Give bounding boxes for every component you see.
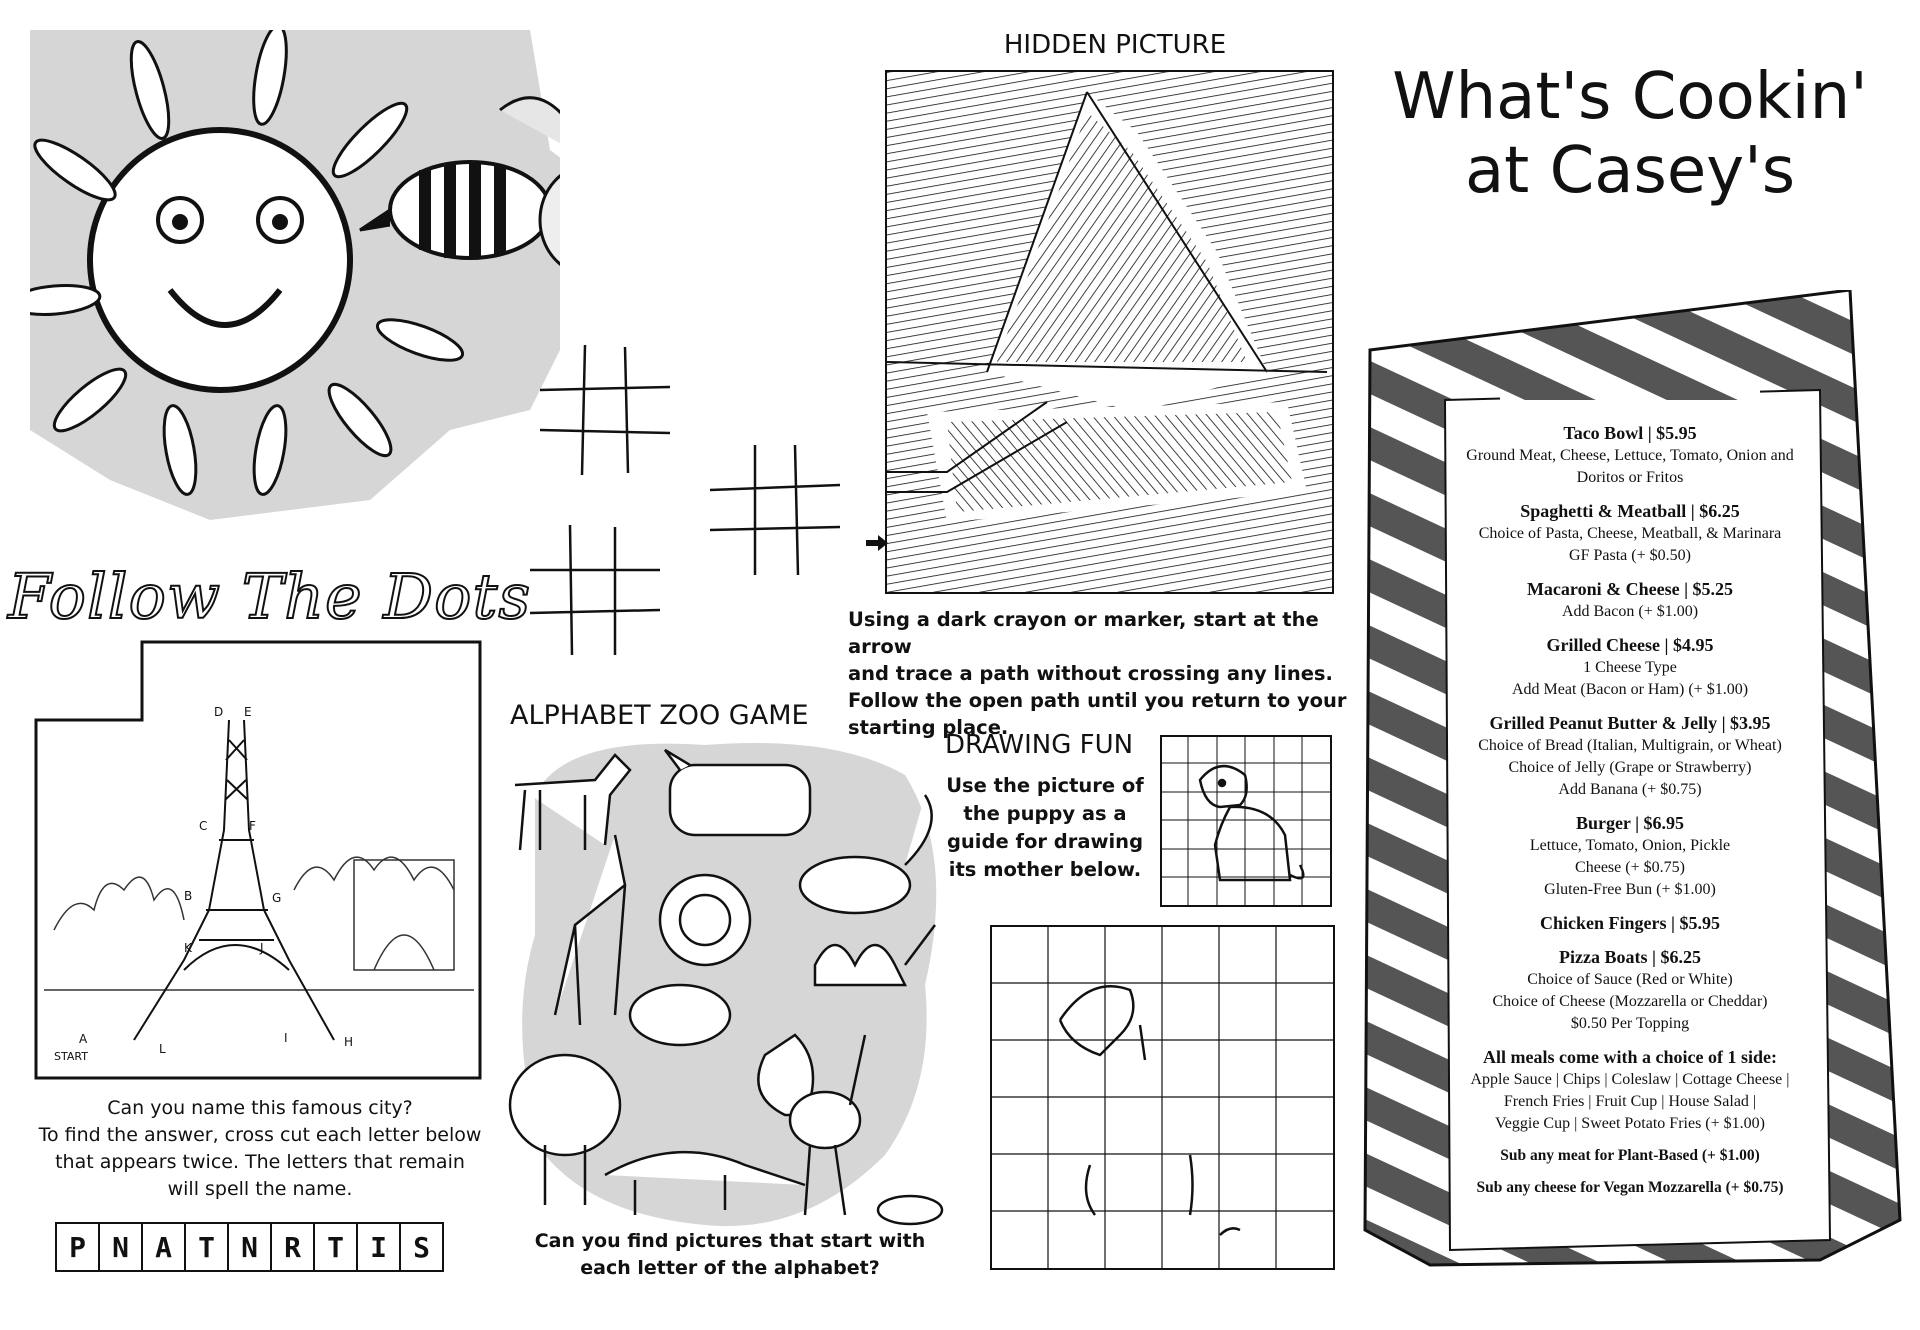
menu-item-line: Add Banana (+ $0.75) — [1558, 781, 1702, 798]
hidden-picture-title: HIDDEN PICTURE — [1003, 30, 1227, 60]
menu-item — [1440, 912, 1820, 935]
svg-text:L: L — [159, 1042, 166, 1056]
menu-item-line: Choice of Bread (Italian, Multigrain, or Wheat) — [1478, 737, 1782, 754]
puppy-guide-grid — [1160, 735, 1332, 907]
letter-tile[interactable]: I — [358, 1224, 401, 1270]
question-line: will spell the name. — [167, 1178, 353, 1200]
menu-item-title: Burger | $6.95 — [1575, 813, 1685, 833]
sides-title: All meals come with a choice of 1 side: — [1483, 1047, 1777, 1067]
question-line: To find the answer, cross cut each letter below — [38, 1124, 482, 1146]
svg-text:E: E — [244, 705, 252, 719]
menu-item-line: Doritos or Fritos — [1576, 469, 1684, 486]
menu-item-title: Grilled Cheese | $4.95 — [1546, 635, 1714, 655]
menu-item-title: Spaghetti & Meatball | $6.25 — [1520, 501, 1740, 521]
sides-line: Apple Sauce | Chips | Coleslaw | Cottage Cheese | — [1470, 1071, 1790, 1088]
drawing-instructions — [945, 772, 1145, 884]
menu-item — [1440, 578, 1820, 623]
question-line: Can you find pictures that start with — [534, 1230, 926, 1252]
menu-item-line: Add Meat (Bacon or Ham) (+ $1.00) — [1511, 681, 1749, 698]
letter-tile[interactable]: S — [413, 1230, 430, 1264]
instruction-line: guide for drawing — [946, 830, 1144, 853]
menu-item-title: Macaroni & Cheese | $5.25 — [1526, 579, 1734, 599]
menu-item — [1440, 634, 1820, 701]
letter-tile[interactable]: A — [143, 1224, 186, 1270]
menu-item-title: Grilled Peanut Butter & Jelly | $3.95 — [1489, 713, 1771, 733]
drawing-grid[interactable] — [990, 925, 1335, 1270]
menu-item — [1440, 422, 1820, 489]
instruction-line: and trace a path without crossing any lines. — [848, 662, 1333, 685]
svg-text:B: B — [184, 889, 193, 903]
menu-item — [1440, 946, 1820, 1035]
sun-bee-illustration — [30, 30, 560, 550]
menu-item-line: $0.50 Per Topping — [1570, 1015, 1690, 1032]
instruction-line: Use the picture of — [946, 774, 1144, 797]
city-question — [20, 1095, 500, 1203]
menu-item-line: Choice of Pasta, Cheese, Meatball, & Marinara — [1478, 525, 1782, 542]
menu-item-line: Add Bacon (+ $1.00) — [1561, 603, 1699, 620]
title-line: at Casey's — [1464, 134, 1796, 208]
lion-icon — [660, 875, 750, 965]
menu-item-title: Pizza Boats | $6.25 — [1559, 947, 1701, 967]
svg-text:C: C — [199, 819, 208, 833]
question-line: Can you name this famous city? — [107, 1097, 413, 1119]
svg-text:D: D — [214, 705, 224, 719]
svg-text:F: F — [249, 819, 256, 833]
nest-icon — [878, 1196, 942, 1224]
menu-item — [1440, 812, 1820, 901]
sides-section — [1440, 1046, 1820, 1135]
menu-item-line: Ground Meat, Cheese, Lettuce, Tomato, Onion and — [1466, 447, 1794, 464]
svg-text:A: A — [79, 1032, 88, 1046]
start-label: START — [54, 1050, 88, 1063]
question-line: that appears twice. The letters that remain — [55, 1151, 465, 1173]
alphabet-zoo-illustration — [505, 735, 955, 1240]
svg-text:H: H — [344, 1035, 354, 1049]
tiger-icon — [630, 985, 730, 1045]
menu-item-line: Choice of Cheese (Mozzarella or Cheddar) — [1492, 993, 1768, 1010]
substitution-line: Sub any cheese for Vegan Mozzarella (+ $0.75) — [1476, 1179, 1784, 1196]
svg-text:J: J — [260, 941, 264, 955]
drawing-fun-title: DRAWING FUN — [945, 730, 1134, 760]
sides-line: Veggie Cup | Sweet Potato Fries (+ $1.00) — [1495, 1115, 1765, 1132]
menu-item-line: Lettuce, Tomato, Onion, Pickle — [1529, 837, 1731, 854]
substitution-line: Sub any meat for Plant-Based (+ $1.00) — [1500, 1147, 1760, 1164]
menu-item-line: Choice of Sauce (Red or White) — [1527, 971, 1733, 988]
menu-item-line: Gluten-Free Bun (+ $1.00) — [1544, 881, 1716, 898]
hidden-picture-maze[interactable] — [885, 70, 1334, 594]
eiffel-tower-dot-to-dot — [34, 640, 482, 1080]
svg-text:K: K — [184, 941, 192, 955]
menu-list — [1440, 422, 1820, 1199]
instruction-line: starting place. — [848, 716, 1009, 739]
letter-tile[interactable]: N — [100, 1224, 143, 1270]
tic-tac-toe-grid[interactable] — [540, 345, 670, 475]
menu-item-title: Chicken Fingers | $5.95 — [1540, 913, 1720, 933]
tic-tac-toe-grid[interactable] — [530, 525, 660, 655]
instruction-line: Using a dark crayon or marker, start at the arrow — [848, 608, 1319, 658]
instruction-line: its mother below. — [948, 858, 1142, 881]
sides-line: French Fries | Fruit Cup | House Salad | — [1503, 1093, 1757, 1110]
title-line: What's Cookin' — [1392, 60, 1868, 134]
start-arrow-icon — [866, 535, 888, 551]
alphabet-zoo-question — [520, 1228, 940, 1282]
menu-item-title: Taco Bowl | $5.95 — [1563, 423, 1697, 443]
menu-title — [1340, 60, 1920, 208]
menu-item-line: GF Pasta (+ $0.50) — [1569, 547, 1691, 564]
letter-tile[interactable]: T — [186, 1224, 229, 1270]
letter-tiles — [55, 1222, 444, 1272]
alphabet-zoo-title: ALPHABET ZOO GAME — [510, 700, 809, 731]
svg-text:G: G — [272, 891, 282, 905]
menu-item-line: 1 Cheese Type — [1583, 659, 1677, 676]
letter-tile[interactable]: N — [229, 1224, 272, 1270]
svg-text:I: I — [284, 1031, 288, 1045]
instruction-line: the puppy as a — [963, 802, 1127, 825]
letter-tile[interactable]: P — [57, 1224, 100, 1270]
menu-item — [1440, 500, 1820, 567]
menu-item — [1440, 712, 1820, 801]
menu-item-line: Cheese (+ $0.75) — [1575, 859, 1685, 876]
letter-tile[interactable]: R — [272, 1224, 315, 1270]
tic-tac-toe-grid[interactable] — [710, 445, 840, 575]
question-line: each letter of the alphabet? — [580, 1257, 880, 1279]
menu-item-line: Choice of Jelly (Grape or Strawberry) — [1508, 759, 1752, 776]
letter-tile[interactable]: T — [315, 1224, 358, 1270]
instruction-line: Follow the open path until you return to your — [848, 689, 1347, 712]
maze-instructions — [848, 606, 1348, 741]
follow-the-dots-title: Follow The Dots — [8, 560, 532, 633]
